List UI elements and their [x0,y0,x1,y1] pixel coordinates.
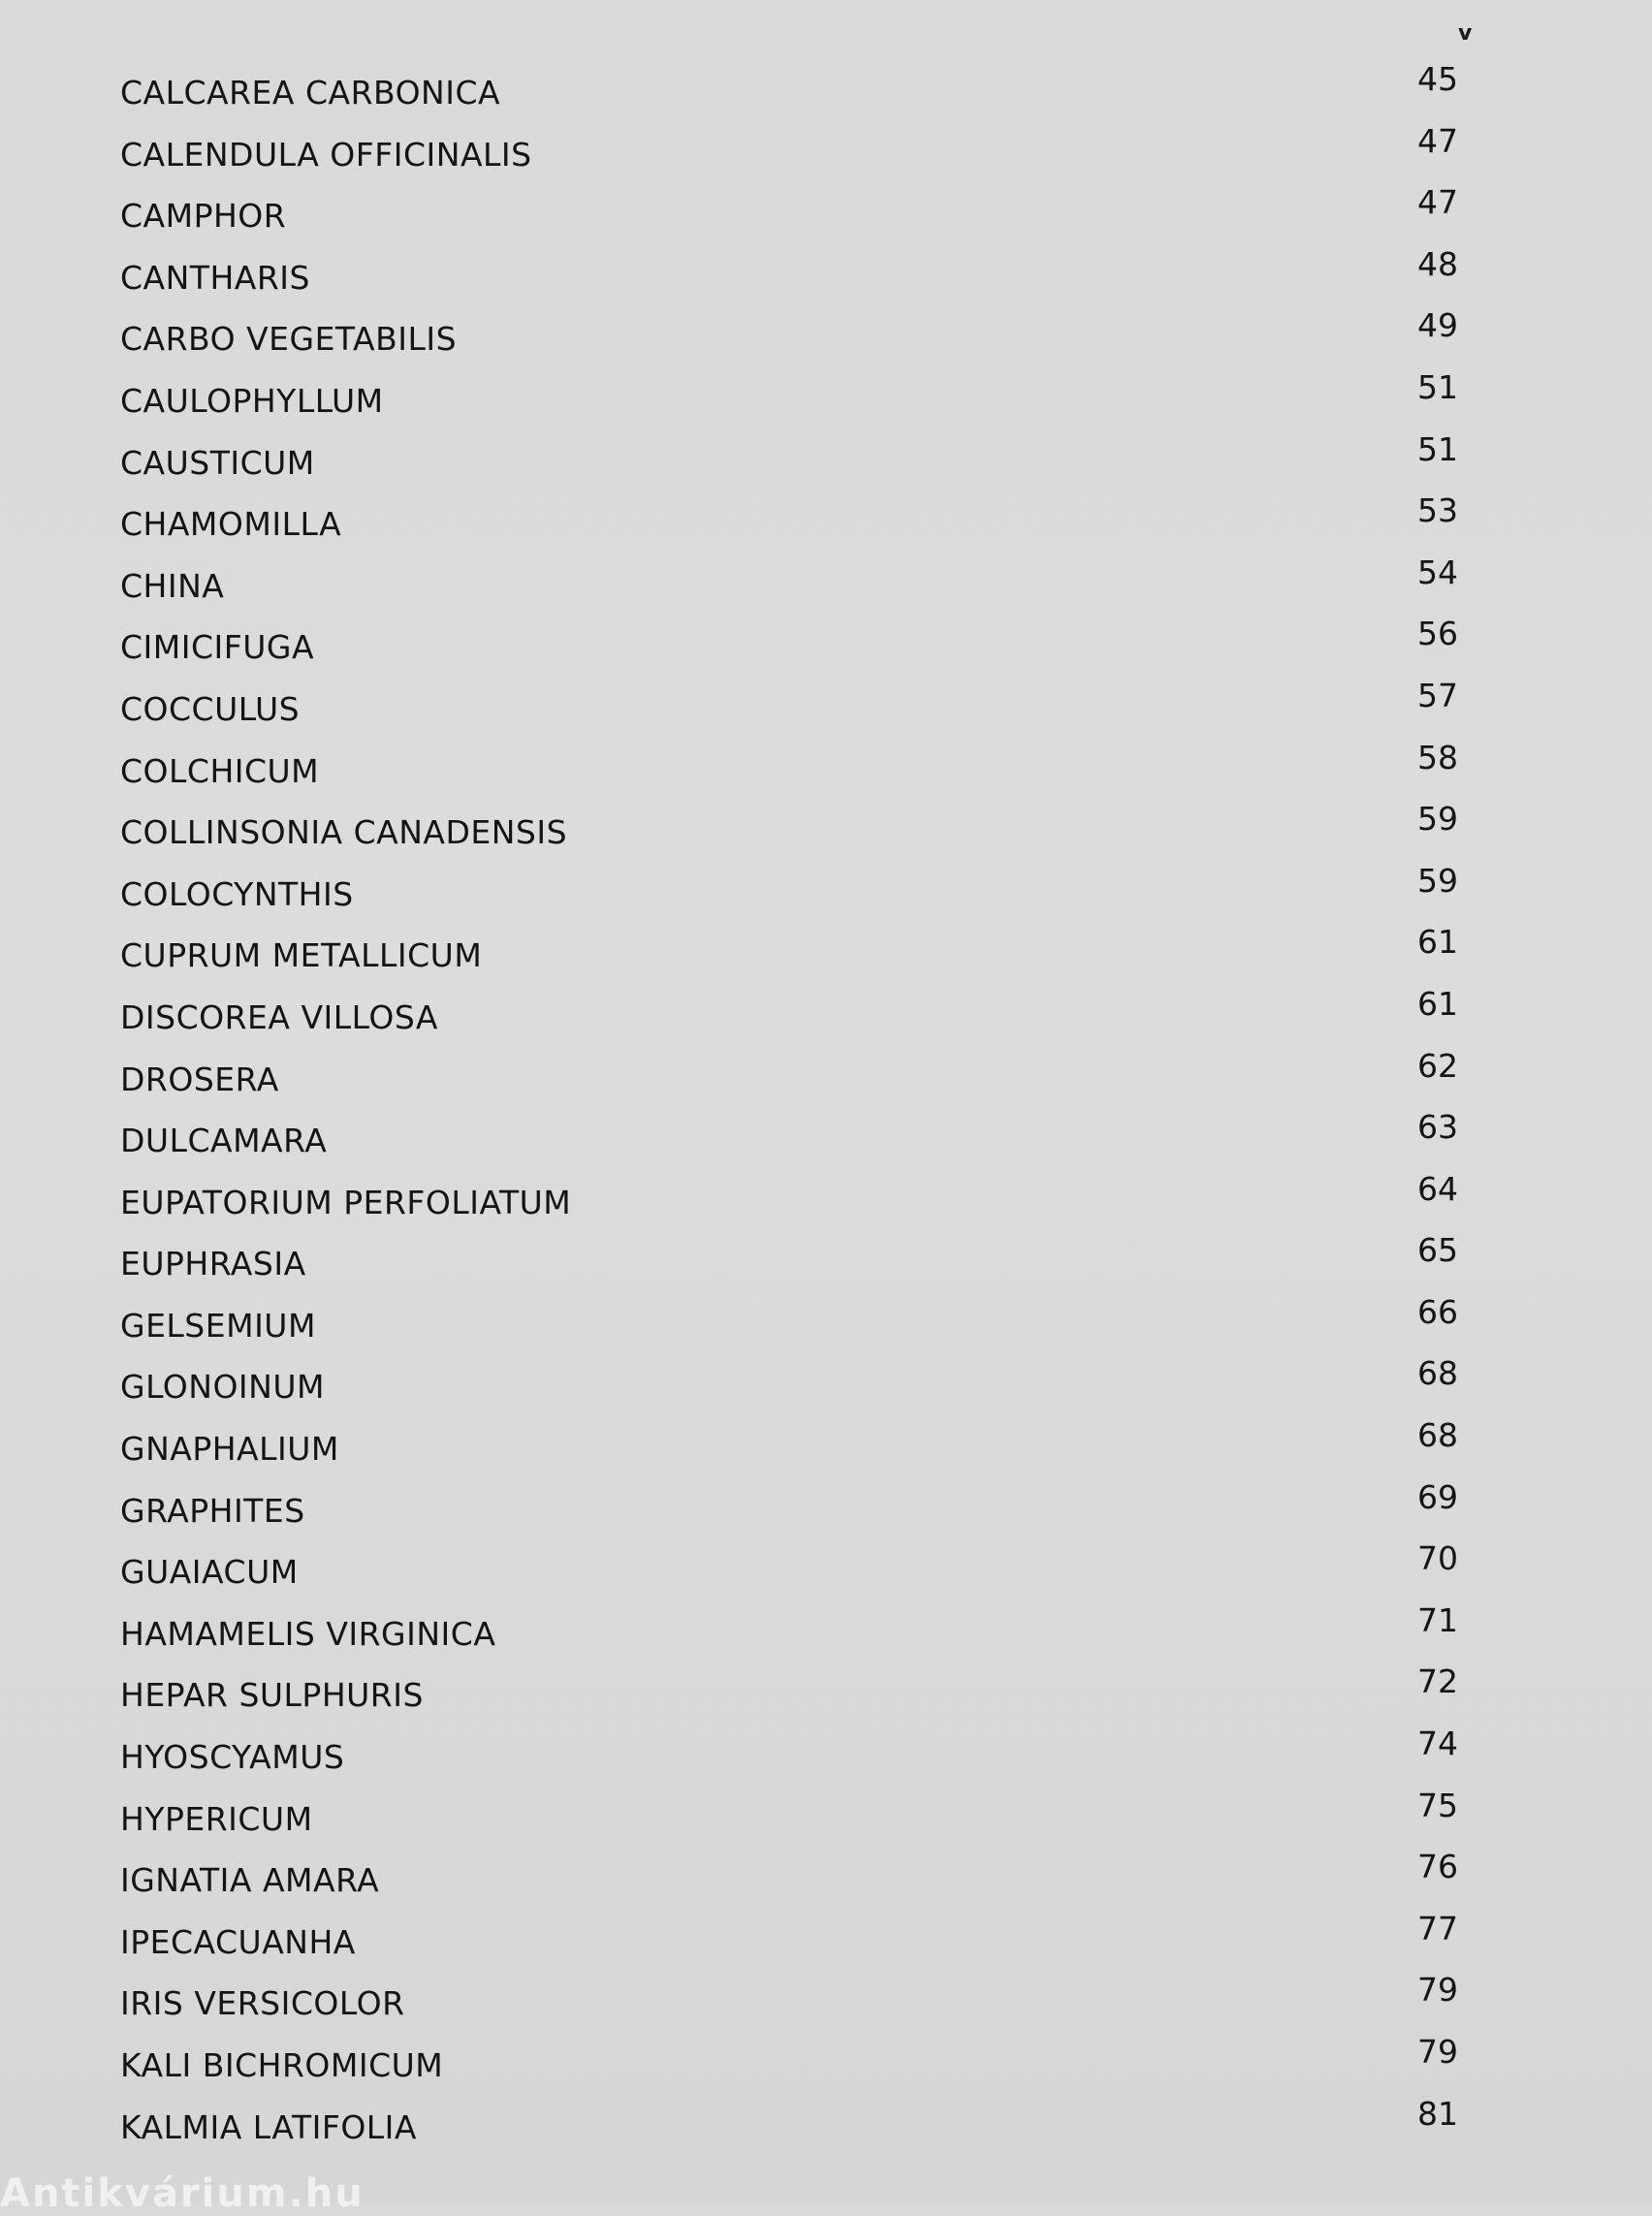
toc-entry-title: GRAPHITES [120,1491,305,1530]
toc-entry-page-number: 54 [1417,553,1458,591]
toc-entry-title: HAMAMELIS VIRGINICA [120,1614,496,1653]
toc-entry [120,923,1458,985]
toc-entry [120,1047,1458,1109]
toc-entry-title: DISCOREA VILLOSA [120,997,438,1036]
toc-entry [120,60,1458,122]
toc-entry-page-number: 77 [1417,1909,1458,1947]
toc-entry [120,554,1458,616]
toc-entry [120,122,1458,184]
toc-entry-page-number: 68 [1417,1416,1458,1455]
toc-entry-title: CALENDULA OFFICINALIS [120,135,532,174]
toc-entry-title: CAMPHOR [120,197,287,236]
toc-entry-page-number: 75 [1417,1786,1458,1824]
toc-entry-title: CANTHARIS [120,258,310,297]
toc-entry [120,1293,1458,1355]
toc-entry-title: HYPERICUM [120,1799,313,1838]
toc-entry-page-number: 53 [1417,491,1458,530]
toc-entry [120,245,1458,307]
toc-entry-page-number: 61 [1417,984,1458,1023]
toc-entry-title: KALMIA LATIFOLIA [120,2107,417,2146]
toc-entry-page-number: 69 [1417,1477,1458,1516]
toc-entry-page-number: 63 [1417,1108,1458,1147]
toc-entry-title: CAUSTICUM [120,443,315,482]
toc-entry-title: CAULOPHYLLUM [120,381,384,420]
toc-entry-page-number: 59 [1417,800,1458,839]
toc-entry [120,677,1458,739]
toc-entry [120,1416,1458,1478]
toc-entry-page-number: 56 [1417,615,1458,653]
toc-entry-page-number: 70 [1417,1539,1458,1578]
toc-entry-page-number: 62 [1417,1046,1458,1085]
toc-entry [120,2095,1458,2157]
toc-entry-title: COCCULUS [120,689,301,728]
toc-entry [120,1108,1458,1170]
toc-entry [120,1725,1458,1787]
toc-entry [120,368,1458,430]
toc-entry-title: EUPATORIUM PERFOLIATUM [120,1183,572,1221]
toc-entry [120,2033,1458,2095]
toc-entry-page-number: 61 [1417,923,1458,962]
toc-entry-title: HEPAR SULPHURIS [120,1676,424,1715]
toc-entry-title: KALI BICHROMICUM [120,2046,444,2084]
toc-entry-title: CUPRUM METALLICUM [120,936,483,975]
toc-entry-title: GLONOINUM [120,1368,325,1407]
toc-entry-page-number: 66 [1417,1292,1458,1331]
toc-entry-page-number: 45 [1417,60,1458,98]
toc-entry-page-number: 49 [1417,306,1458,345]
toc-entry [120,1601,1458,1663]
toc-entry [120,739,1458,801]
toc-entry-page-number: 51 [1417,367,1458,406]
toc-entry-title: HYOSCYAMUS [120,1738,345,1777]
toc-entry-page-number: 47 [1417,183,1458,222]
toc-entry-title: COLCHICUM [120,751,320,790]
toc-entry-page-number: 65 [1417,1231,1458,1270]
toc-entry [120,1662,1458,1725]
toc-entry [120,1787,1458,1849]
toc-entry-title: COLOCYNTHIS [120,874,354,913]
toc-entry-title: IGNATIA AMARA [120,1861,380,1900]
toc-entry-title: DROSERA [120,1060,279,1098]
toc-entry [120,1478,1458,1540]
toc-entry-title: EUPHRASIA [120,1245,306,1283]
page-marker: v [1458,21,1473,46]
toc-entry-title: DULCAMARA [120,1122,328,1160]
toc-entry [120,1231,1458,1293]
toc-entry-page-number: 59 [1417,861,1458,900]
toc-entry [120,491,1458,554]
toc-entry-title: CIMICIFUGA [120,628,315,667]
toc-entry [120,862,1458,924]
toc-entry-title: CHINA [120,566,225,605]
toc-entry-title: COLLINSONIA CANADENSIS [120,813,568,852]
toc-entry [120,183,1458,245]
toc-entry-title: CHAMOMILLA [120,505,342,544]
toc-entry-page-number: 74 [1417,1725,1458,1763]
toc-entry [120,985,1458,1047]
toc-entry-page-number: 76 [1417,1848,1458,1886]
toc-entry-page-number: 68 [1417,1354,1458,1393]
toc-entry-page-number: 64 [1417,1169,1458,1208]
toc-entry [120,1971,1458,2033]
toc-entry-page-number: 79 [1417,1971,1458,2010]
toc-entry-title: CALCAREA CARBONICA [120,74,501,111]
toc-entry-page-number: 79 [1417,2033,1458,2071]
toc-entry-page-number: 51 [1417,429,1458,468]
toc-entry-page-number: 81 [1417,2094,1458,2133]
toc-entry-page-number: 58 [1417,738,1458,776]
toc-entry [120,1539,1458,1601]
toc-entry-title: IRIS VERSICOLOR [120,1984,405,2023]
toc-entry [120,800,1458,862]
watermark: Antikvárium.hu [0,2171,365,2216]
table-of-contents [120,60,1458,2156]
toc-entry [120,1910,1458,1972]
toc-entry-page-number: 71 [1417,1600,1458,1639]
toc-entry-title: GNAPHALIUM [120,1430,339,1469]
toc-entry [120,615,1458,677]
toc-entry-page-number: 72 [1417,1662,1458,1701]
toc-entry-title: GELSEMIUM [120,1306,316,1345]
toc-entry [120,1354,1458,1416]
toc-entry [120,1170,1458,1232]
toc-entry-page-number: 48 [1417,244,1458,283]
toc-entry-title: GUAIACUM [120,1553,299,1592]
toc-entry-title: IPECACUANHA [120,1922,356,1961]
toc-entry-page-number: 57 [1417,676,1458,714]
toc-entry [120,430,1458,492]
toc-entry-title: CARBO VEGETABILIS [120,320,458,359]
toc-entry-page-number: 47 [1417,121,1458,160]
toc-entry [120,1848,1458,1910]
toc-entry [120,306,1458,368]
